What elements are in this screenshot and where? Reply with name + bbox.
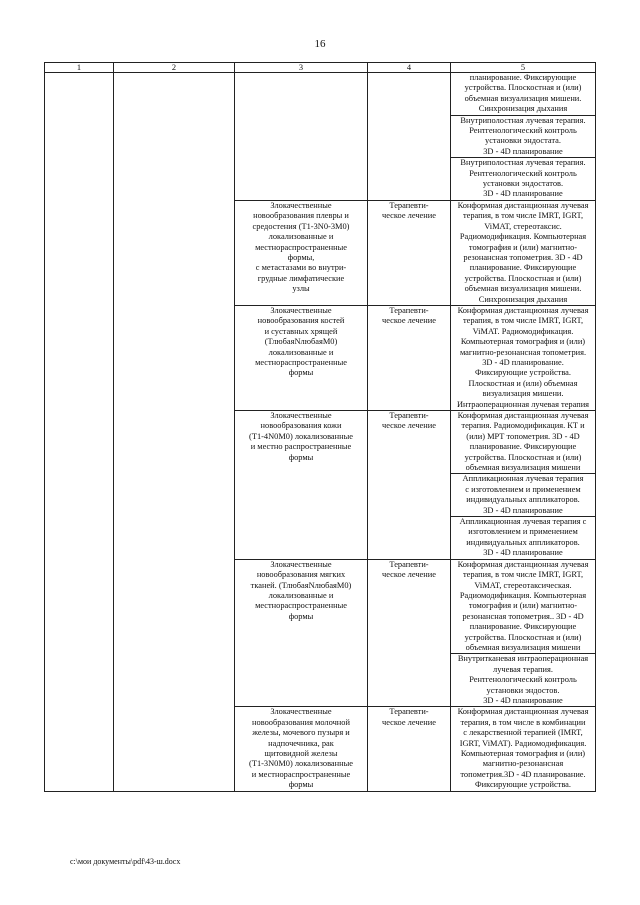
diagnosis-cell: Злокачественные новообразования кожи (Т1-4N0M0) локализованные и местно распространенные формы	[235, 411, 368, 560]
table-header-row	[45, 63, 596, 73]
treatment-type-cell: Терапевти- ческое лечение	[368, 411, 451, 560]
method-text: Внутритканевая интраоперационная лучевая терапия. Рентгенологический контроль установки эндостов. 3D - 4D планирование	[457, 654, 589, 705]
method-cell	[451, 73, 596, 116]
method-cell	[451, 115, 596, 158]
treatment-type-cell: Терапевти- ческое лечение	[368, 559, 451, 707]
table-row	[45, 73, 596, 116]
method-text: Внутриполостная лучевая терапия. Рентгенологический контроль установки эндостата. 3D - 4D планирование	[460, 115, 586, 156]
diagnosis-cell: Злокачественные новообразования костей и суставных хрящей (ТлюбаяNлюбаяM0) локализованные и местнораспространенные формы	[235, 305, 368, 410]
treatment-type-cell: Терапевти- ческое лечение	[368, 200, 451, 305]
column-number: 5	[451, 63, 596, 73]
column-2-cell	[114, 73, 235, 792]
method-cell	[451, 305, 596, 410]
diagnosis-cell	[235, 73, 368, 201]
treatment-type-cell: Терапевти- ческое лечение	[368, 305, 451, 410]
column-number: 4	[368, 63, 451, 73]
method-cell	[451, 707, 596, 791]
method-text: Аппликационная лучевая терапия с изготовлением и применением индивидуальных аппликаторов. 3D - 4D планирование	[462, 474, 584, 515]
treatment-type-cell	[368, 73, 451, 201]
method-text: Аппликационная лучевая терапия с изготовлением и применением индивидуальных аппликаторов. 3D - 4D планирование	[459, 517, 587, 558]
method-cell	[451, 517, 596, 560]
method-text: Внутриполостная лучевая терапия. Рентгенологический контроль установки эндостатов. 3D - 4D планирование	[460, 158, 586, 199]
treatment-type-cell: Терапевти- ческое лечение	[368, 707, 451, 791]
method-text: Конформная дистанционная лучевая терапия, в том числе IMRT, IGRT, ViMAT. Радиомодификация. Компьютерная томография и (или) магнитно-резонансная топометрия. 3D - 4D планирование. Фиксирующие устройства. Плоскостная и (или) объемная визуализация мишени. Интраоперационная лучевая терапия	[456, 305, 590, 409]
method-cell	[451, 474, 596, 517]
column-1-cell	[45, 73, 114, 792]
method-text: Конформная дистанционная лучевая терапия, в том числе IMRT, IGRT, ViMAT, стереотаксическая. Радиомодификация. Компьютерная томография и (или) магнитно- резонансная топометрия.. 3D - 4D планирование. Фиксирующие устройства. Плоскостная и (или) объемная визуализация мишени	[457, 559, 589, 652]
diagnosis-cell: Злокачественные новообразования молочной железы, мочевого пузыря и надпочечника, рак щитовидной железы (Т1-3N0M0) локализованные и местнораспространенные формы	[235, 707, 368, 791]
method-text: Конформная дистанционная лучевая терапия. Радиомодификация. КТ и (или) МРТ топометрия. 3D - 4D планирование. Фиксирующие устройства. Плоскостная и (или) объемная визуализация мишени	[457, 411, 589, 473]
method-text: Конформная дистанционная лучевая терапия, в том числе IMRT, IGRT, ViMAT, стереотаксис. Радиомодификация. Компьютерная томография и (или) магнитно- резонансная топометрия. 3D - 4D планирование. Фиксирующие устройства. Плоскостная и (или) объемная визуализация мишени. Синхронизация дыхания	[457, 200, 589, 304]
method-cell	[451, 158, 596, 201]
column-number: 3	[235, 63, 368, 73]
page-number: 16	[314, 38, 326, 50]
diagnosis-cell: Злокачественные новообразования плевры и средостения (Т1-3N0-3M0) локализованные и местнораспространенные формы, с метастазами во внутри- грудные лимфатические узлы	[235, 200, 368, 305]
method-cell	[451, 559, 596, 654]
file-path-footer: c:\мои документы\pdf\43-ш.docx	[70, 857, 181, 866]
document-table	[44, 62, 596, 792]
diagnosis-cell: Злокачественные новообразования мягких тканей. (ТлюбаяNлюбаяM0) локализованные и местнораспространенные формы	[235, 559, 368, 707]
method-text: планирование. Фиксирующие устройства. Плоскостная и (или) объемная визуализация мишени. Синхронизация дыхания	[464, 73, 582, 114]
method-text: Конформная дистанционная лучевая терапия, в том числе в комбинации с лекарственной терапией (IMRT, IGRT, ViMAT). Радиомодификация. Компьютерная томография и (или) магнитно-резонансная топометрия.3D - 4D планирование. Фиксирующие устройства.	[457, 707, 589, 790]
method-cell	[451, 200, 596, 305]
method-cell	[451, 654, 596, 707]
column-number: 1	[45, 63, 114, 73]
column-number: 2	[114, 63, 235, 73]
method-cell	[451, 411, 596, 474]
